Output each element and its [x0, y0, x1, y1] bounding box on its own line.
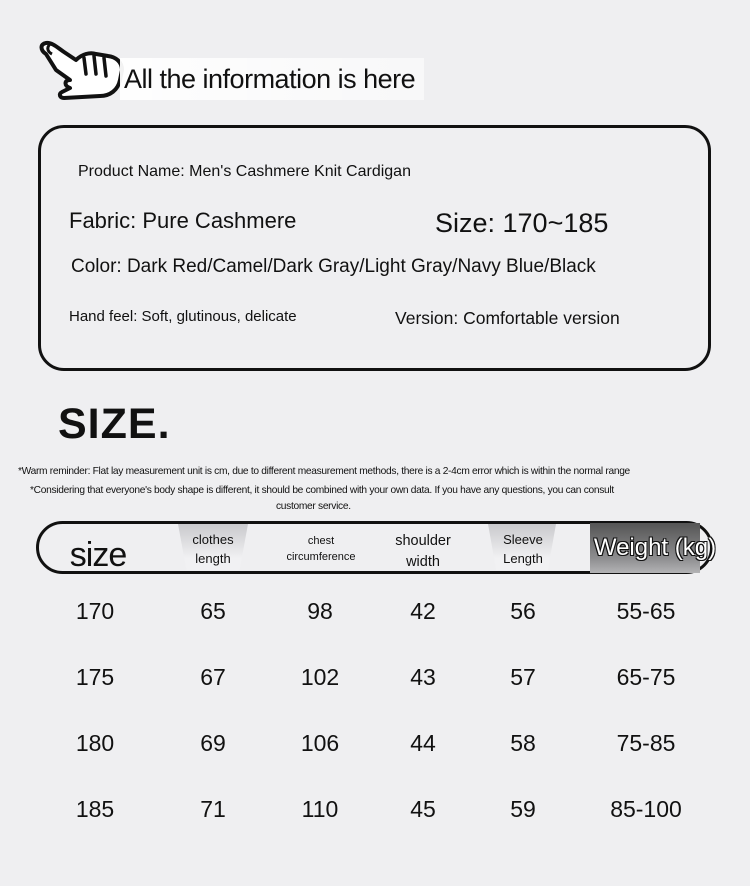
cell-chest: 110	[301, 796, 339, 822]
cell-shoulder: 42	[410, 598, 436, 624]
body-shape-note: *Considering that everyone's body shape is different, it should be combined with your own data. If you have any questions, you can consult	[30, 485, 614, 496]
cell-weight: 75-85	[616, 730, 676, 756]
cell-chest: 98	[307, 598, 333, 624]
header-label-line: clothes	[192, 532, 234, 547]
pointing-hand-icon	[36, 40, 128, 102]
cell-chest: 106	[300, 730, 340, 756]
header-size: size	[69, 536, 127, 574]
header-label-line: Length	[503, 551, 543, 566]
version-info: Version: Comfortable version	[395, 308, 620, 328]
cell-length: 69	[200, 730, 226, 756]
cell-size: 175	[75, 664, 115, 690]
cell-length: 65	[200, 598, 226, 624]
cell-shoulder: 45	[410, 796, 436, 822]
header-label-line: circumference	[286, 551, 356, 563]
cell-chest: 102	[300, 664, 340, 690]
fabric-info: Fabric: Pure Cashmere	[69, 208, 297, 233]
measurement-note: *Warm reminder: Flat lay measurement unit is cm, due to different measurement methods, there is a 2-4cm error which is within the normal range	[18, 466, 630, 477]
header-title: All the information is here	[120, 58, 424, 100]
customer-service-note: customer service.	[276, 501, 351, 512]
product-name: Product Name: Men's Cashmere Knit Cardigan	[78, 163, 411, 180]
cell-weight: 65-75	[616, 664, 676, 690]
cell-shoulder: 44	[410, 730, 436, 756]
cell-size: 185	[75, 796, 115, 822]
header-clothes-length	[173, 530, 253, 568]
cell-weight: 55-65	[616, 598, 676, 624]
cell-length: 67	[200, 664, 226, 690]
cell-weight: 85-100	[610, 796, 682, 822]
header-weight: Weight (kg)	[593, 534, 717, 561]
header-label-line: Sleeve	[503, 532, 543, 547]
cell-size: 170	[75, 598, 115, 624]
size-range-info: Size: 170~185	[435, 208, 609, 238]
header-sleeve-length	[483, 530, 563, 568]
product-info-box	[38, 125, 711, 371]
color-info: Color: Dark Red/Camel/Dark Gray/Light Gray/Navy Blue/Black	[71, 256, 596, 277]
size-heading: SIZE.	[58, 400, 171, 448]
cell-sleeve: 59	[510, 796, 536, 822]
cell-sleeve: 57	[510, 664, 536, 690]
header-label-line: shoulder	[395, 533, 451, 549]
hand-feel-info: Hand feel: Soft, glutinous, delicate	[69, 308, 297, 325]
header-label-line: chest	[307, 535, 335, 547]
cell-size: 180	[75, 730, 115, 756]
cell-length: 71	[200, 796, 226, 822]
header-shoulder-width	[383, 531, 463, 573]
cell-sleeve: 56	[510, 598, 536, 624]
cell-sleeve: 58	[510, 730, 536, 756]
cell-shoulder: 43	[410, 664, 436, 690]
header-label-line: length	[195, 551, 231, 566]
header-label-line: width	[406, 554, 440, 570]
header-chest-circumference	[276, 533, 366, 565]
